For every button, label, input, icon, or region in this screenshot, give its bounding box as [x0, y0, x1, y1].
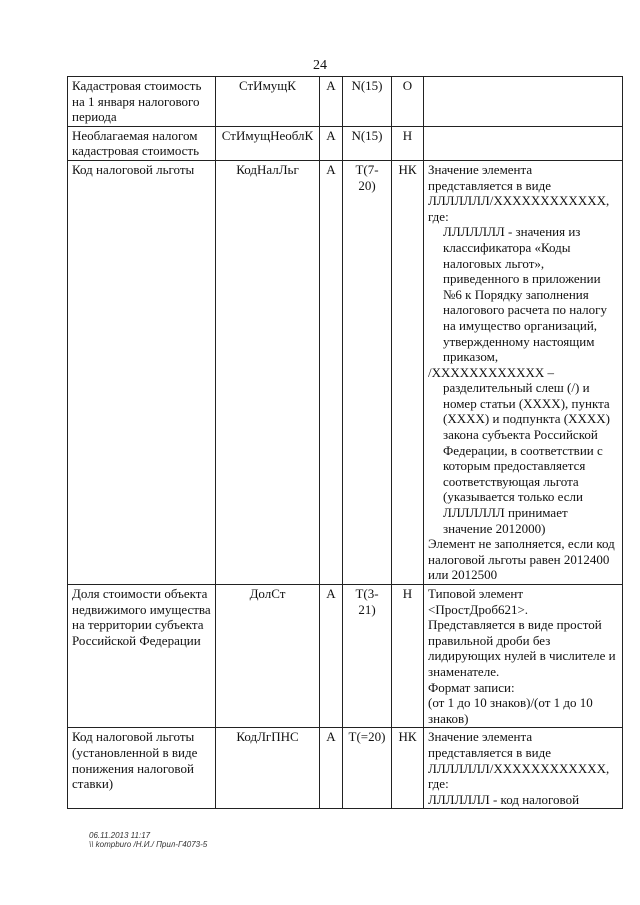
element-format: N(15): [343, 126, 392, 160]
page-number: 24: [313, 58, 327, 73]
element-tag: СтИмущК: [216, 77, 320, 127]
description-line: Типовой элемент <ПростДроб621>.: [428, 586, 529, 617]
element-description: [424, 126, 623, 160]
element-format: N(15): [343, 77, 392, 127]
element-required: О: [392, 77, 424, 127]
element-required: Н: [392, 126, 424, 160]
element-required: Н: [392, 585, 424, 728]
element-format: Т(7-20): [343, 160, 392, 584]
table-row: [68, 160, 623, 584]
element-name: Кадастровая стоимость на 1 января налогового периода: [68, 77, 216, 127]
element-type: А: [320, 77, 343, 127]
table-row: [68, 585, 623, 728]
element-name: Код налоговой льготы (установленной в виде понижения налоговой ставки): [68, 728, 216, 809]
description-line: /ХХХХХХХХХХХХ –: [428, 364, 555, 380]
description-line: ЛЛЛЛЛЛЛ - значения из классификатора «Коды налоговых льгот», приведенного в приложении №6 к Порядку заполнения налогового расчета по налогу на имущество организаций, утвержденному настоящим приказом,: [443, 224, 607, 365]
description-line: Формат записи:: [428, 679, 515, 695]
element-name: Код налоговой льготы: [68, 160, 216, 584]
element-name: Необлагаемая налогом кадастровая стоимость: [68, 126, 216, 160]
element-type: А: [320, 585, 343, 728]
element-description: [424, 585, 623, 728]
element-spec-table: [67, 76, 623, 809]
description-line: ЛЛЛЛЛЛЛ - код налоговой: [428, 791, 580, 807]
element-tag: ДолСт: [216, 585, 320, 728]
element-description: [424, 77, 623, 127]
footer-timestamp: 06.11.2013 11:17: [89, 831, 151, 840]
document-footer: [89, 831, 207, 849]
description-line: (от 1 до 10 знаков)/(от 1 до 10 знаков): [428, 695, 593, 726]
element-type: А: [320, 728, 343, 809]
element-required: НК: [392, 160, 424, 584]
element-description: [424, 728, 623, 809]
element-tag: КодЛгПНС: [216, 728, 320, 809]
footer-file-path: \\ kompburo /Н.И./ Прил-Г4073-5: [89, 840, 208, 849]
element-tag: КодНалЛьг: [216, 160, 320, 584]
table-row: [68, 728, 623, 809]
description-line: Элемент не заполняется, если код налоговой льготы равен 2012400 или 2012500: [428, 536, 615, 583]
description-line: Представляется в виде простой правильной дроби без лидирующих нулей в числителе и знаменателе.: [428, 617, 616, 679]
table-row: [68, 77, 623, 127]
element-type: А: [320, 126, 343, 160]
table-row: [68, 126, 623, 160]
element-required: НК: [392, 728, 424, 809]
element-tag: СтИмущНеоблК: [216, 126, 320, 160]
description-line: Значение элемента представляется в виде ЛЛЛЛЛЛЛ/ХХХХХХХХХХХХ, где:: [428, 729, 610, 792]
element-name: Доля стоимости объекта недвижимого имущества на территории субъекта Российской Федерации: [68, 585, 216, 728]
element-format: Т(=20): [343, 728, 392, 809]
element-format: Т(3-21): [343, 585, 392, 728]
element-type: А: [320, 160, 343, 584]
description-line: разделительный слеш (/) и номер статьи (ХХХХ), пункта (ХХХХ) и подпункта (ХХХХ) закона субъекта Российской Федерации, в соответствии с которым предоставляется соответствующая льгота (указывается только если ЛЛЛЛЛЛЛ принимает значение 2012000): [443, 380, 610, 536]
element-description: [424, 160, 623, 584]
description-line: Значение элемента представляется в виде ЛЛЛЛЛЛЛ/ХХХХХХХХХХХХ, где:: [428, 161, 610, 224]
